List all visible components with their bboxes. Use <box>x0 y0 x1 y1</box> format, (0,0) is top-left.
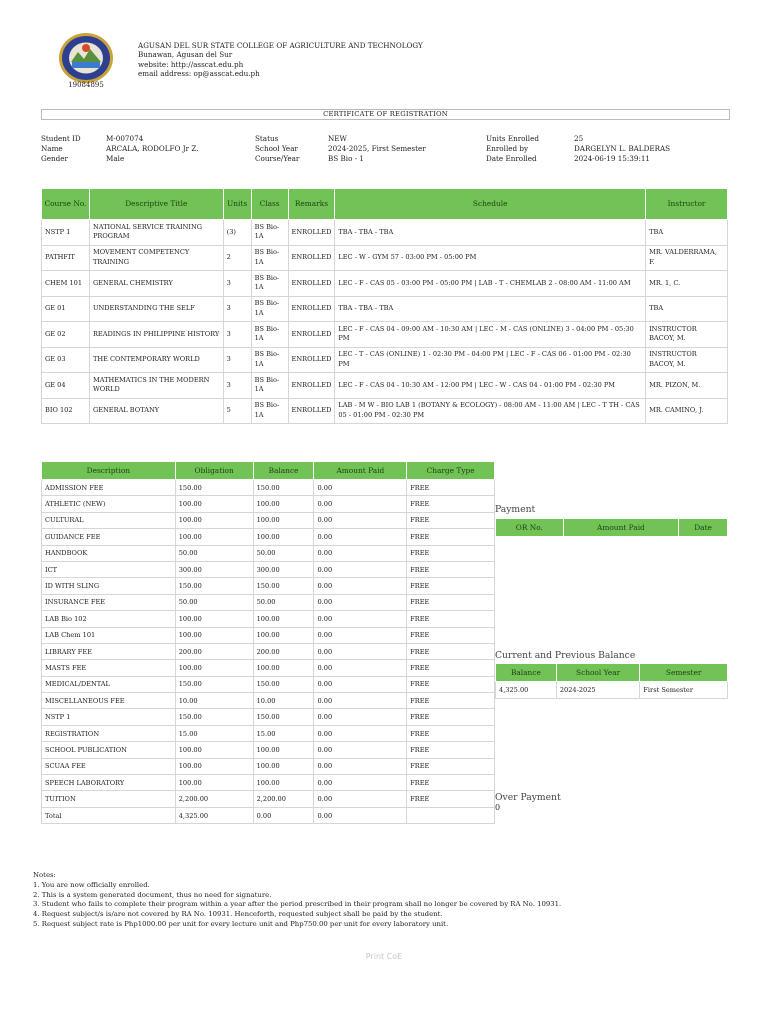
subject-cell-class: BS Bio-1A <box>251 271 288 297</box>
fee-cell-amount-paid: 0.00 <box>314 496 407 512</box>
fee-cell-charge-type: FREE <box>407 627 495 643</box>
meta-labels <box>486 134 539 164</box>
fee-cell-description: CULTURAL <box>42 512 176 528</box>
subject-cell-schedule: LEC - F - CAS 05 - 03:00 PM - 05:00 PM | LAB - T - CHEMLAB 2 - 08:00 AM - 11:00 AM <box>335 271 646 297</box>
fee-cell-obligation: 100.00 <box>175 529 253 545</box>
payment-header-row <box>496 519 728 537</box>
fees-col-balance: Balance <box>253 462 314 480</box>
fee-cell-amount-paid: 0.00 <box>314 627 407 643</box>
value-school-year: 2024-2025, First Semester <box>328 144 426 153</box>
subject-cell-units: 3 <box>223 347 251 373</box>
fee-cell-charge-type: FREE <box>407 611 495 627</box>
balance-col-semester: Semester <box>640 664 728 682</box>
subject-cell-schedule: TBA - TBA - TBA <box>335 296 646 322</box>
subject-cell-instructor: INSTRUCTOR BACOY, M. <box>646 322 728 348</box>
value-status: NEW <box>328 134 347 143</box>
subject-cell-remarks: ENROLLED <box>288 398 335 424</box>
label-date-enrolled: Date Enrolled <box>486 154 537 163</box>
fee-row <box>42 693 495 709</box>
fee-cell-obligation: 200.00 <box>175 643 253 659</box>
value-units-enrolled: 25 <box>574 134 584 143</box>
fee-cell-obligation: 100.00 <box>175 611 253 627</box>
fee-cell-description: LAB Bio 102 <box>42 611 176 627</box>
fee-row <box>42 775 495 791</box>
subject-cell-class: BS Bio-1A <box>251 296 288 322</box>
fee-cell-balance: 150.00 <box>253 676 314 692</box>
fee-row <box>42 627 495 643</box>
enrollment-values <box>328 134 426 164</box>
subject-cell-instructor: INSTRUCTOR BACOY, M. <box>646 347 728 373</box>
fee-cell-description: ID WITH SLING <box>42 578 176 594</box>
fee-cell-description: NSTP 1 <box>42 709 176 725</box>
subject-cell-units: 5 <box>223 398 251 424</box>
fee-cell-charge-type: FREE <box>407 709 495 725</box>
subject-cell-instructor: MR. PIZON, M. <box>646 373 728 399</box>
fee-cell-charge-type: FREE <box>407 643 495 659</box>
fee-cell-obligation: 15.00 <box>175 725 253 741</box>
subject-cell-remarks: ENROLLED <box>288 271 335 297</box>
subject-cell-course-no: GE 02 <box>42 322 90 348</box>
fee-cell-obligation: 100.00 <box>175 775 253 791</box>
payment-title: Payment <box>495 504 536 515</box>
fees-total-row <box>42 807 495 823</box>
balance-col-balance: Balance <box>496 664 557 682</box>
subject-cell-class: BS Bio-1A <box>251 347 288 373</box>
subject-cell-units: 3 <box>223 271 251 297</box>
fee-row <box>42 660 495 676</box>
fee-row <box>42 643 495 659</box>
balance-col-school-year: School Year <box>556 664 640 682</box>
label-school-year: School Year <box>255 144 298 153</box>
subject-cell-title: GENERAL BOTANY <box>89 398 223 424</box>
fee-cell-description: TUITION <box>42 791 176 807</box>
subject-cell-schedule: LEC - T - CAS (ONLINE) 1 - 02:30 PM - 04:00 PM | LEC - F - CAS 06 - 01:00 PM - 02:30 PM <box>335 347 646 373</box>
fees-col-description: Description <box>42 462 176 480</box>
label-units-enrolled: Units Enrolled <box>486 134 539 143</box>
fee-cell-balance: 150.00 <box>253 578 314 594</box>
label-gender: Gender <box>41 154 68 163</box>
fee-cell-amount-paid: 0.00 <box>314 676 407 692</box>
subject-cell-units: 3 <box>223 296 251 322</box>
label-student-id: Student ID <box>41 134 81 143</box>
value-date-enrolled: 2024-06-19 15:39:11 <box>574 154 651 163</box>
certificate-title: CERTIFICATE OF REGISTRATION <box>41 109 730 120</box>
subject-cell-class: BS Bio-1A <box>251 220 288 246</box>
fee-cell-balance: 100.00 <box>253 611 314 627</box>
subject-row <box>42 373 728 399</box>
fee-cell-obligation: 100.00 <box>175 758 253 774</box>
fee-cell-balance: 100.00 <box>253 660 314 676</box>
fee-cell-description: LIBRARY FEE <box>42 643 176 659</box>
fee-cell-description: SCUAA FEE <box>42 758 176 774</box>
fee-cell-charge-type: FREE <box>407 791 495 807</box>
subject-row <box>42 322 728 348</box>
fee-cell-description: ADMISSION FEE <box>42 480 176 496</box>
fee-cell-description: Total <box>42 807 176 823</box>
fee-cell-amount-paid: 0.00 <box>314 742 407 758</box>
value-name: ARCALA, RODOLFO Jr Z. <box>106 144 199 153</box>
fee-cell-obligation: 4,325.00 <box>175 807 253 823</box>
college-info <box>138 41 423 78</box>
subject-cell-course-no: BIO 102 <box>42 398 90 424</box>
fee-cell-charge-type: FREE <box>407 512 495 528</box>
fee-cell-balance: 0.00 <box>253 807 314 823</box>
subject-cell-remarks: ENROLLED <box>288 296 335 322</box>
subjects-col-schedule: Schedule <box>335 189 646 220</box>
fee-cell-amount-paid: 0.00 <box>314 791 407 807</box>
fee-cell-obligation: 150.00 <box>175 676 253 692</box>
subject-row <box>42 271 728 297</box>
fee-row <box>42 758 495 774</box>
fees-col-charge-type: Charge Type <box>407 462 495 480</box>
student-values <box>106 134 198 164</box>
subject-cell-units: (3) <box>223 220 251 246</box>
notes-heading: Notes: <box>33 871 56 879</box>
subject-cell-remarks: ENROLLED <box>288 347 335 373</box>
subjects-col-title: Descriptive Title <box>89 189 223 220</box>
fee-cell-obligation: 100.00 <box>175 512 253 528</box>
subject-cell-class: BS Bio-1A <box>251 245 288 271</box>
fee-cell-description: SPEECH LABORATORY <box>42 775 176 791</box>
fee-cell-charge-type: FREE <box>407 725 495 741</box>
subject-cell-units: 2 <box>223 245 251 271</box>
subject-cell-course-no: CHEM 101 <box>42 271 90 297</box>
fee-cell-balance: 100.00 <box>253 742 314 758</box>
fee-cell-balance: 10.00 <box>253 693 314 709</box>
subject-cell-title: NATIONAL SERVICE TRAINING PROGRAM <box>89 220 223 246</box>
fee-cell-amount-paid: 0.00 <box>314 758 407 774</box>
balance-table <box>495 663 728 699</box>
subject-cell-instructor: TBA <box>646 296 728 322</box>
fee-cell-charge-type: FREE <box>407 660 495 676</box>
over-payment-title: Over Payment <box>495 792 561 803</box>
fee-row <box>42 529 495 545</box>
fee-cell-charge-type: FREE <box>407 742 495 758</box>
college-email: email address: op@asscat.edu.ph <box>138 68 260 78</box>
college-address: Bunawan, Agusan del Sur <box>138 50 233 60</box>
fee-cell-amount-paid: 0.00 <box>314 529 407 545</box>
subject-cell-schedule: LEC - F - CAS 04 - 10:30 AM - 12:00 PM | LEC - W - CAS 04 - 01:00 PM - 02:30 PM <box>335 373 646 399</box>
fee-row <box>42 791 495 807</box>
fee-row <box>42 578 495 594</box>
fee-cell-amount-paid: 0.00 <box>314 512 407 528</box>
fee-cell-obligation: 100.00 <box>175 496 253 512</box>
fee-cell-amount-paid: 0.00 <box>314 611 407 627</box>
subject-cell-title: MATHEMATICS IN THE MODERN WORLD <box>89 373 223 399</box>
balance-row <box>496 682 728 699</box>
payment-col-amount-paid: Amount Paid <box>563 519 678 537</box>
print-coe-button[interactable]: Print CoE <box>365 952 403 961</box>
fee-cell-balance: 150.00 <box>253 480 314 496</box>
note-item: 5. Request subject rate is Php1000.00 per unit for every lecture unit and Php750.00 per unit for every laboratory unit. <box>33 919 449 928</box>
subjects-header-row <box>42 189 728 220</box>
label-name: Name <box>41 144 63 153</box>
fee-cell-description: GUIDANCE FEE <box>42 529 176 545</box>
fee-cell-balance: 15.00 <box>253 725 314 741</box>
notes <box>33 871 561 930</box>
balance-cell-semester: First Semester <box>640 682 728 699</box>
label-course-year: Course/Year <box>255 154 300 163</box>
fee-cell-amount-paid: 0.00 <box>314 775 407 791</box>
subject-row <box>42 245 728 271</box>
fee-cell-amount-paid: 0.00 <box>314 725 407 741</box>
subject-cell-course-no: GE 04 <box>42 373 90 399</box>
fee-cell-charge-type: FREE <box>407 676 495 692</box>
fee-cell-obligation: 50.00 <box>175 594 253 610</box>
fee-cell-obligation: 150.00 <box>175 578 253 594</box>
fee-row <box>42 709 495 725</box>
subject-cell-instructor: MR. VALDERRAMA, F. <box>646 245 728 271</box>
college-seal-logo <box>58 32 114 84</box>
subject-cell-course-no: NSTP 1 <box>42 220 90 246</box>
fee-cell-charge-type: FREE <box>407 758 495 774</box>
subject-cell-course-no: GE 01 <box>42 296 90 322</box>
subject-cell-schedule: LAB - M W - BIO LAB 1 (BOTANY & ECOLOGY) - 08:00 AM - 11:00 AM | LEC - T TH - CAS 05 - 01:00 PM - 02:30 PM <box>335 398 646 424</box>
fee-row <box>42 676 495 692</box>
fees-header-row <box>42 462 495 480</box>
fee-cell-charge-type: FREE <box>407 529 495 545</box>
fee-row <box>42 594 495 610</box>
subject-row <box>42 347 728 373</box>
fee-cell-amount-paid: 0.00 <box>314 578 407 594</box>
meta-values <box>574 134 670 164</box>
note-item: 3. Student who fails to complete their program within a year after the period prescribed in their program shall no longer be covered by RA No. 10931. <box>33 900 562 909</box>
fee-cell-amount-paid: 0.00 <box>314 594 407 610</box>
fee-cell-charge-type: FREE <box>407 480 495 496</box>
fee-cell-charge-type: FREE <box>407 594 495 610</box>
subjects-col-course-no: Course No. <box>42 189 90 220</box>
college-website: website: http://asscat.edu.ph <box>138 59 244 69</box>
fee-cell-description: MISCELLANEOUS FEE <box>42 693 176 709</box>
subject-cell-instructor: MR. 1, C. <box>646 271 728 297</box>
college-name: AGUSAN DEL SUR STATE COLLEGE OF AGRICULTURE AND TECHNOLOGY <box>138 41 423 50</box>
fee-cell-amount-paid: 0.00 <box>314 660 407 676</box>
balance-cell-balance: 4,325.00 <box>496 682 557 699</box>
subject-cell-title: THE CONTEMPORARY WORLD <box>89 347 223 373</box>
subject-cell-course-no: GE 03 <box>42 347 90 373</box>
note-item: 2. This is a system generated document, thus no need for signature. <box>33 890 272 899</box>
subjects-col-instructor: Instructor <box>646 189 728 220</box>
subject-cell-course-no: PATHFIT <box>42 245 90 271</box>
subject-cell-units: 3 <box>223 322 251 348</box>
fee-cell-balance: 300.00 <box>253 561 314 577</box>
fee-cell-description: HANDBOOK <box>42 545 176 561</box>
fee-cell-balance: 100.00 <box>253 512 314 528</box>
subjects-col-class: Class <box>251 189 288 220</box>
fee-cell-amount-paid: 0.00 <box>314 561 407 577</box>
fee-cell-description: MEDICAL/DENTAL <box>42 676 176 692</box>
balance-header-row <box>496 664 728 682</box>
subject-cell-instructor: TBA <box>646 220 728 246</box>
fee-cell-obligation: 150.00 <box>175 709 253 725</box>
subject-cell-instructor: MR. CAMINO, J. <box>646 398 728 424</box>
subject-cell-title: READINGS IN PHILIPPINE HISTORY <box>89 322 223 348</box>
fee-row <box>42 512 495 528</box>
payment-table <box>495 518 728 537</box>
fee-cell-description: LAB Chem 101 <box>42 627 176 643</box>
fees-col-amount-paid: Amount Paid <box>314 462 407 480</box>
fee-cell-description: INSURANCE FEE <box>42 594 176 610</box>
fee-cell-obligation: 150.00 <box>175 480 253 496</box>
payment-col-date: Date <box>679 519 728 537</box>
fee-row <box>42 561 495 577</box>
value-gender: Male <box>106 154 125 163</box>
subject-row <box>42 398 728 424</box>
fee-cell-obligation: 50.00 <box>175 545 253 561</box>
logo-caption: 19084895 <box>68 81 104 89</box>
subjects-table <box>41 188 728 424</box>
fee-row <box>42 545 495 561</box>
fee-cell-charge-type: FREE <box>407 561 495 577</box>
fee-cell-amount-paid: 0.00 <box>314 709 407 725</box>
fee-cell-balance: 50.00 <box>253 594 314 610</box>
subject-cell-remarks: ENROLLED <box>288 220 335 246</box>
fee-cell-balance: 200.00 <box>253 643 314 659</box>
fee-cell-obligation: 100.00 <box>175 627 253 643</box>
fee-row <box>42 725 495 741</box>
subject-cell-schedule: LEC - W - GYM 57 - 03:00 PM - 05:00 PM <box>335 245 646 271</box>
value-course-year: BS Bio - 1 <box>328 154 364 163</box>
subjects-col-units: Units <box>223 189 251 220</box>
subject-cell-units: 3 <box>223 373 251 399</box>
fee-cell-obligation: 100.00 <box>175 660 253 676</box>
fee-cell-balance: 100.00 <box>253 496 314 512</box>
fee-cell-description: ICT <box>42 561 176 577</box>
subject-cell-remarks: ENROLLED <box>288 373 335 399</box>
fee-row <box>42 496 495 512</box>
fee-cell-balance: 2,200.00 <box>253 791 314 807</box>
over-payment-value: 0 <box>495 803 501 812</box>
fee-cell-obligation: 10.00 <box>175 693 253 709</box>
subject-cell-title: MOVEMENT COMPETENCY TRAINING <box>89 245 223 271</box>
value-student-id: M-007074 <box>106 134 144 143</box>
subject-row <box>42 220 728 246</box>
note-item: 4. Request subject/s is/are not covered by RA No. 10931. Henceforth, requested subject shall be paid by the student. <box>33 910 443 919</box>
subject-cell-class: BS Bio-1A <box>251 373 288 399</box>
fee-cell-balance: 100.00 <box>253 775 314 791</box>
fee-cell-balance: 150.00 <box>253 709 314 725</box>
fee-cell-description: REGISTRATION <box>42 725 176 741</box>
payment-col-or-no: OR No. <box>496 519 564 537</box>
fee-cell-description: SCHOOL PUBLICATION <box>42 742 176 758</box>
subject-row <box>42 296 728 322</box>
fees-col-obligation: Obligation <box>175 462 253 480</box>
subject-cell-remarks: ENROLLED <box>288 245 335 271</box>
fee-cell-balance: 100.00 <box>253 758 314 774</box>
subject-cell-title: GENERAL CHEMISTRY <box>89 271 223 297</box>
subject-cell-class: BS Bio-1A <box>251 398 288 424</box>
fee-cell-amount-paid: 0.00 <box>314 693 407 709</box>
student-labels <box>41 134 81 164</box>
label-enrolled-by: Enrolled by <box>486 144 529 153</box>
fees-table <box>41 461 495 824</box>
subject-cell-title: UNDERSTANDING THE SELF <box>89 296 223 322</box>
fee-cell-amount-paid: 0.00 <box>314 480 407 496</box>
fee-row <box>42 742 495 758</box>
fee-cell-balance: 100.00 <box>253 627 314 643</box>
fee-cell-charge-type <box>407 807 495 823</box>
balance-cell-school-year: 2024-2025 <box>556 682 640 699</box>
subject-cell-schedule: TBA - TBA - TBA <box>335 220 646 246</box>
fee-cell-obligation: 300.00 <box>175 561 253 577</box>
value-enrolled-by: DARGELYN L. BALDERAS <box>574 144 671 153</box>
fee-cell-balance: 100.00 <box>253 529 314 545</box>
fee-cell-charge-type: FREE <box>407 496 495 512</box>
fee-cell-description: ATHLETIC (NEW) <box>42 496 176 512</box>
label-status: Status <box>255 134 279 143</box>
note-item: 1. You are now officially enrolled. <box>33 880 150 889</box>
fee-cell-amount-paid: 0.00 <box>314 807 407 823</box>
fee-cell-charge-type: FREE <box>407 775 495 791</box>
fee-row <box>42 611 495 627</box>
fee-row <box>42 480 495 496</box>
fee-cell-obligation: 2,200.00 <box>175 791 253 807</box>
enrollment-labels <box>255 134 299 164</box>
fee-cell-amount-paid: 0.00 <box>314 643 407 659</box>
subject-cell-remarks: ENROLLED <box>288 322 335 348</box>
subject-cell-class: BS Bio-1A <box>251 322 288 348</box>
fee-cell-amount-paid: 0.00 <box>314 545 407 561</box>
fee-cell-charge-type: FREE <box>407 693 495 709</box>
subjects-col-remarks: Remarks <box>288 189 335 220</box>
fee-cell-obligation: 100.00 <box>175 742 253 758</box>
balance-title: Current and Previous Balance <box>495 650 636 661</box>
fee-cell-balance: 50.00 <box>253 545 314 561</box>
fee-cell-charge-type: FREE <box>407 578 495 594</box>
fee-cell-description: MASTS FEE <box>42 660 176 676</box>
subject-cell-schedule: LEC - F - CAS 04 - 09:00 AM - 10:30 AM | LEC - M - CAS (ONLINE) 3 - 04:00 PM - 05:30 PM <box>335 322 646 348</box>
fee-cell-charge-type: FREE <box>407 545 495 561</box>
